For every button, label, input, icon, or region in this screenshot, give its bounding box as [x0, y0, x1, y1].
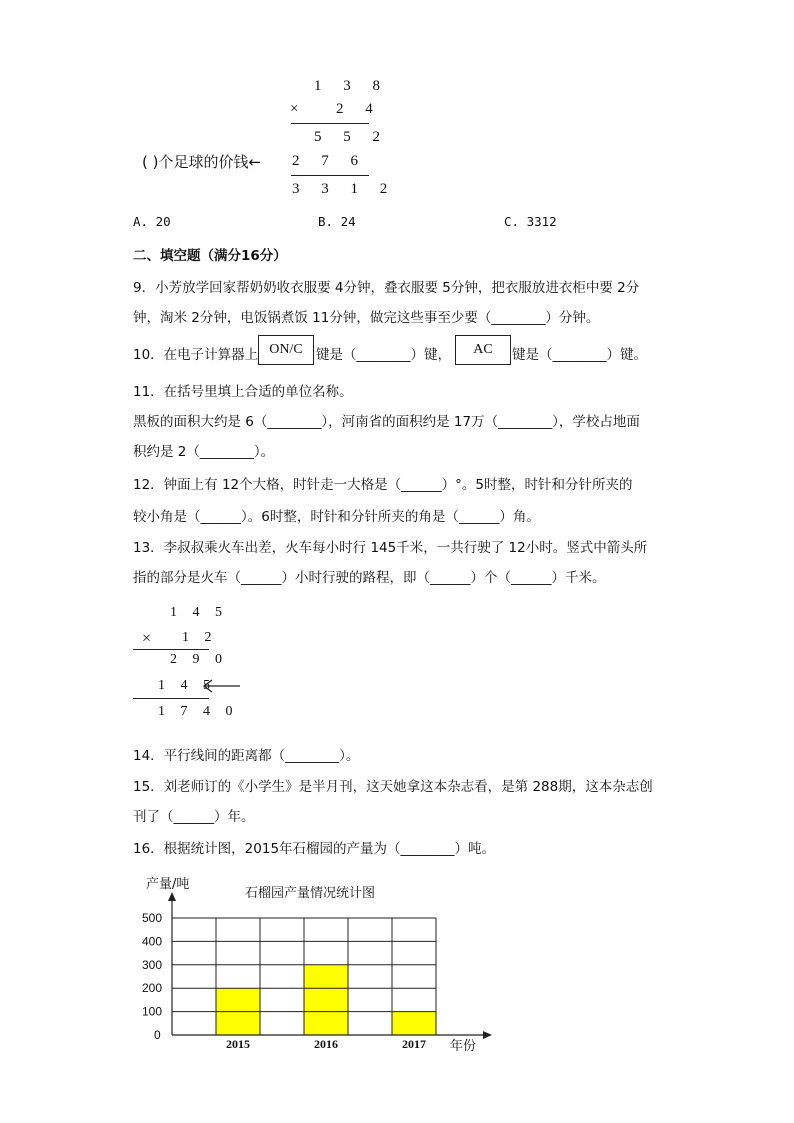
- x-axis-arrow: [483, 1031, 492, 1039]
- on-c-key: ON/C: [258, 335, 314, 365]
- y-tick-500: 500: [142, 911, 163, 925]
- x-axis-label: 年份: [450, 1039, 477, 1054]
- mult1-times-sign: ×: [290, 101, 308, 117]
- bar-2: [392, 1012, 436, 1035]
- section-title: 二、填空题（满分16分）: [133, 248, 287, 264]
- q11-line1: 11．在括号里填上合适的单位名称。: [133, 384, 353, 400]
- y-tick-300: 300: [142, 957, 163, 972]
- arrow-left-icon: [202, 679, 242, 693]
- q9-line2: 钟，淘米 2分钟，电饭锅煮饭 11分钟，做完这些事至少要（________）分钟。: [133, 310, 600, 326]
- mult1-row2: 2 4: [336, 101, 382, 117]
- mult2-line-1: [133, 649, 209, 650]
- mult2-row1: 1 4 5: [170, 605, 228, 620]
- option-b: B. 24: [318, 214, 356, 229]
- q10-text2: 键是（________）键，: [316, 347, 451, 363]
- y-axis-label: 产量/吨: [146, 877, 190, 892]
- q9-line1: 9．小芳放学回家帮奶奶收衣服要 4分钟，叠衣服要 5分钟，把衣服放进衣柜中要 2分: [133, 280, 640, 296]
- q10-text1: 10．在电子计算器上: [133, 347, 259, 363]
- mult2-row4: 1 4 5: [158, 678, 216, 693]
- q11-line2: 黑板的面积大约是 6（________），河南省的面积约是 17万（________），学校占地面: [133, 414, 640, 430]
- mult1-row3: 5 5 2: [314, 129, 389, 145]
- mult2-row3: 2 9 0: [170, 652, 228, 667]
- bar-1: [304, 965, 348, 1035]
- option-c: C. 3312: [504, 214, 557, 229]
- y-tick-0: 0: [154, 1028, 161, 1042]
- mult1-line-1: [291, 123, 369, 124]
- chart-title: 石榴园产量情况统计图: [244, 886, 376, 901]
- mult1-row5: 3 3 1 2: [292, 181, 397, 197]
- ac-key: AC: [455, 335, 511, 365]
- mult2-row2: 1 2: [182, 630, 218, 645]
- q15-line1: 15．刘老师订的《小学生》是半月刊，这天她拿这本杂志看，是第 288期，这本杂志创: [133, 779, 653, 795]
- q10-text3: 键是（________）键。: [512, 347, 647, 363]
- q16: 16．根据统计图，2015年石榴园的产量为（________）吨。: [133, 841, 496, 857]
- q12-line1: 12．钟面上有 12个大格，时针走一大格是（______）°。5时整，时针和分针所夹的: [133, 477, 633, 493]
- mult2-times-sign: ×: [142, 630, 161, 647]
- q12-line2: 较小角是（______）。6时整，时针和分针所夹的角是（______）角。: [133, 509, 540, 525]
- option-a: A. 20: [133, 214, 171, 229]
- mult1-row4: 2 7 6: [292, 153, 367, 169]
- x-label-2016: 2016: [314, 1037, 338, 1051]
- q15-line2: 刊了（______）年。: [133, 809, 255, 825]
- production-chart: [130, 870, 510, 1060]
- q11-line3: 积约是 2（________）。: [133, 444, 275, 460]
- x-label-2017: 2017: [402, 1037, 426, 1051]
- q13-line1: 13．李叔叔乘火车出差，火车每小时行 145千米，一共行驶了 12小时。竖式中箭头所: [133, 540, 648, 556]
- y-tick-200: 200: [142, 981, 163, 996]
- y-tick-100: 100: [142, 1004, 163, 1019]
- y-axis-arrow: [168, 892, 176, 901]
- q14: 14．平行线间的距离都（________）。: [133, 748, 360, 764]
- x-label-2015: 2015: [226, 1037, 250, 1051]
- mult1-annotation: ( )个足球的价钱←: [142, 153, 262, 171]
- y-tick-400: 400: [142, 934, 163, 949]
- mult2-line-2: [133, 698, 209, 699]
- mult2-row5: 1 7 4 0: [158, 704, 239, 719]
- mult1-line-2: [291, 175, 369, 176]
- q13-line2: 指的部分是火车（______）小时行驶的路程，即（______）个（______）千米。: [133, 570, 606, 586]
- mult1-row1: 1 3 8: [314, 78, 389, 94]
